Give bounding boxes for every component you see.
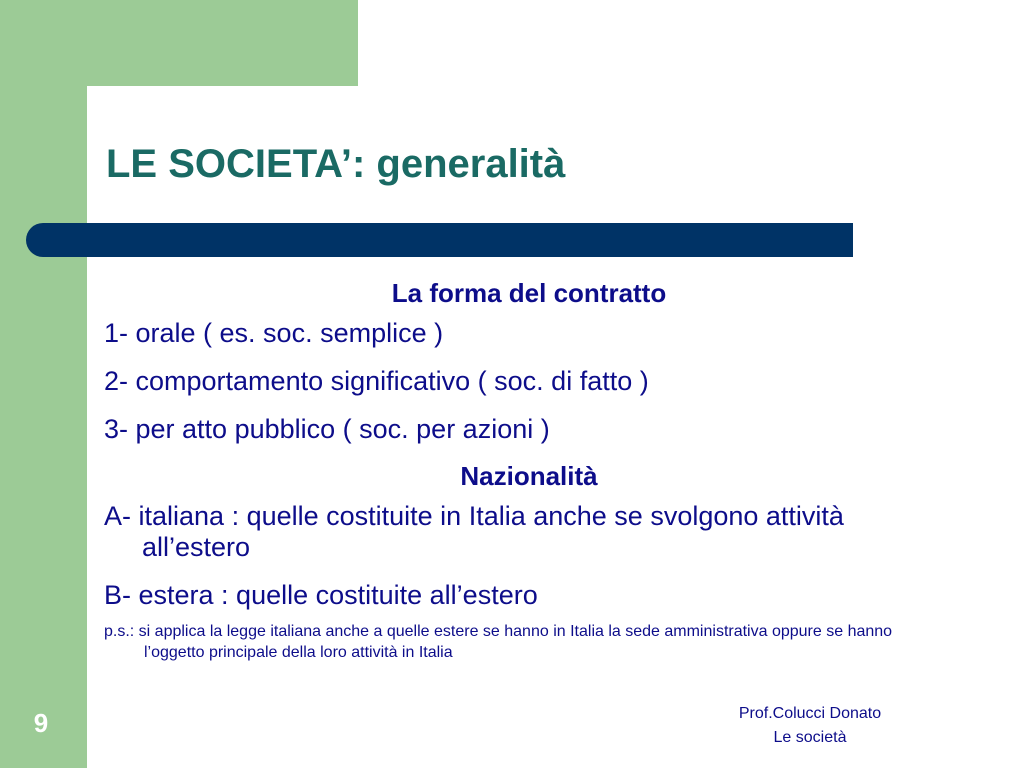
list-item: A- italiana : quelle costituite in Italia anche se svolgono attività all’estero <box>104 501 844 562</box>
list-item: 1- orale ( es. soc. semplice ) <box>104 318 444 348</box>
left-green-band <box>0 0 87 768</box>
list-item: 2- comportamento significativo ( soc. di fatto ) <box>104 366 649 396</box>
footer-author: Prof.Colucci Donato <box>738 705 882 722</box>
slide-body <box>104 272 954 663</box>
top-green-block <box>87 0 358 86</box>
slide-footer <box>700 702 920 750</box>
slide-title: LE SOCIETA’: generalità <box>106 142 566 186</box>
footer-topic: Le società <box>773 729 847 746</box>
page-number: 9 <box>33 708 49 738</box>
list-item: B- estera : quelle costituite all’estero <box>104 580 538 610</box>
footnote-ps: p.s.: si applica la legge italiana anche a quelle estere se hanno in Italia la sede amministrativa oppure se hanno l’oggetto principale della loro attività in Italia <box>104 623 893 661</box>
section-heading-contract-form: La forma del contratto <box>391 278 667 308</box>
section-heading-nationality: Nazionalità <box>460 461 598 491</box>
title-underline-bar <box>26 223 853 257</box>
list-item: 3- per atto pubblico ( soc. per azioni ) <box>104 414 550 444</box>
